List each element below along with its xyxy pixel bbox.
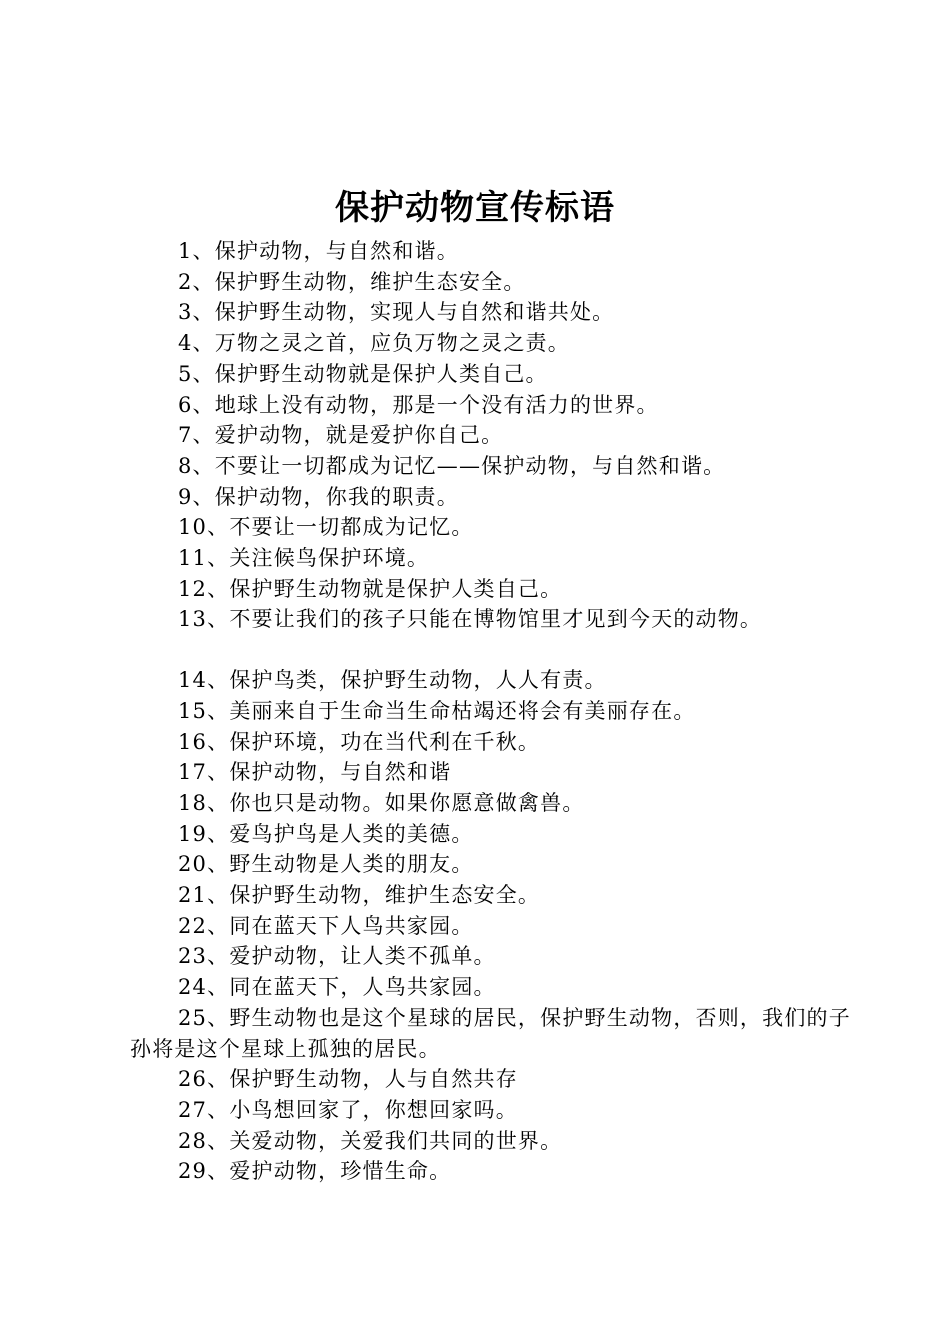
slogan-item: 10、不要让一切都成为记忆。 (178, 515, 474, 540)
slogan-item: 23、爱护动物，让人类不孤单。 (178, 944, 496, 969)
slogan-item: 13、不要让我们的孩子只能在博物馆里才见到今天的动物。 (178, 607, 763, 632)
slogan-item: 12、保护野生动物就是保护人类自己。 (178, 576, 563, 601)
slogan-item: 16、保护环境，功在当代利在千秋。 (178, 729, 541, 754)
slogan-item: 1、保护动物，与自然和谐。 (178, 239, 459, 263)
slogan-item: 3、保护野生动物，实现人与自然和谐共处。 (178, 300, 615, 325)
slogan-item: 14、保护鸟类，保护野生动物，人人有责。 (178, 668, 607, 693)
slogan-item: 11、关注候鸟保护环境。 (178, 546, 430, 571)
slogan-item: 6、地球上没有动物，那是一个没有活力的世界。 (178, 392, 659, 417)
document-title: 保护动物宣传标语 (335, 188, 615, 228)
slogan-item: 19、爱鸟护鸟是人类的美德。 (178, 821, 474, 846)
slogan-item: 26、保护野生动物，人与自然共存 (178, 1067, 518, 1092)
slogan-item: 29、爱护动物，珍惜生命。 (178, 1159, 452, 1184)
slogan-item: 24、同在蓝天下，人鸟共家园。 (178, 975, 496, 1000)
slogan-item: 2、保护野生动物，维护生态安全。 (178, 269, 526, 294)
slogan-item: 21、保护野生动物，维护生态安全。 (178, 883, 541, 908)
slogan-item: 5、保护野生动物就是保护人类自己。 (178, 361, 548, 386)
slogan-item: 8、不要让一切都成为记忆——保护动物，与自然和谐。 (178, 453, 726, 478)
slogan-item: 27、小鸟想回家了，你想回家吗。 (178, 1097, 518, 1122)
slogan-item: 18、你也只是动物。如果你愿意做禽兽。 (178, 790, 585, 815)
slogan-item: 28、关爱动物，关爱我们共同的世界。 (178, 1128, 563, 1153)
slogan-list (130, 236, 860, 1187)
slogan-item: 20、野生动物是人类的朋友。 (178, 852, 474, 877)
slogan-item: 25、野生动物也是这个星球的居民，保护野生动物，否则，我们的子孙将是这个星球上孤独的居民。 (130, 1005, 851, 1061)
slogan-item: 15、美丽来自于生命当生命枯竭还将会有美丽存在。 (178, 698, 696, 723)
slogan-item: 17、保护动物，与自然和谐 (178, 760, 452, 785)
slogan-item: 7、爱护动物，就是爱护你自己。 (178, 423, 504, 448)
slogan-item: 9、保护动物，你我的职责。 (178, 484, 459, 509)
slogan-item: 4、万物之灵之首，应负万物之灵之责。 (178, 331, 570, 356)
slogan-item: 22、同在蓝天下人鸟共家园。 (178, 913, 474, 938)
